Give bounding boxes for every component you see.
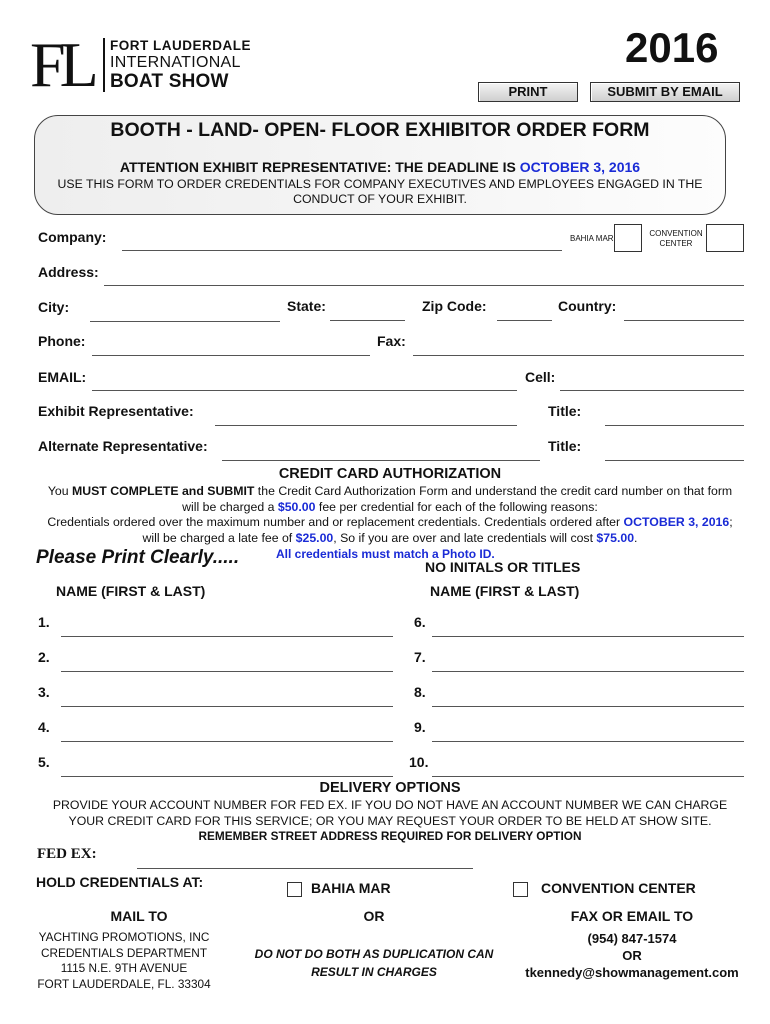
- credit-card-text: [20, 484, 760, 546]
- state-field[interactable]: [330, 320, 405, 321]
- credit-late-fee: $25.00: [295, 530, 334, 545]
- credit-l1-b: MUST COMPLETE and SUBMIT: [71, 484, 255, 498]
- name-number-5: 5.: [38, 754, 50, 770]
- email-label: EMAIL:: [38, 369, 87, 385]
- exhibit-representative-label: Exhibit Representative:: [38, 403, 194, 419]
- contact-phone: (954) 847-1574: [587, 931, 677, 946]
- credit-l3-a: Credentials ordered over the maximum number and or replacement credentials. Credentials ordered after: [47, 515, 624, 529]
- bahia-mar-checkbox[interactable]: [614, 224, 642, 252]
- form-year: 2016: [625, 24, 719, 71]
- delivery-line-1: PROVIDE YOUR ACCOUNT NUMBER FOR FED EX. IF YOU DO NOT HAVE AN ACCOUNT NUMBER WE CAN CHARGE: [52, 798, 728, 812]
- name-column-right-header: NAME (FIRST & LAST): [430, 583, 580, 599]
- print-button[interactable]: PRINT: [478, 82, 578, 102]
- deadline-prefix: ATTENTION EXHIBIT REPRESENTATIVE: THE DEADLINE IS: [119, 159, 516, 175]
- credit-l3-c: ;: [729, 515, 733, 529]
- fedex-account-field[interactable]: [137, 868, 473, 869]
- hold-bahia-mar-checkbox[interactable]: [287, 882, 302, 897]
- name-number-3: 3.: [38, 684, 50, 700]
- name-number-7: 7.: [414, 649, 426, 665]
- logo-line-1: FORT LAUDERDALE: [110, 38, 251, 53]
- hold-convention-center-label: CONVENTION CENTER: [541, 880, 696, 896]
- credit-line-1: [20, 484, 760, 500]
- fax-label: Fax:: [377, 333, 406, 349]
- zip-field[interactable]: [497, 320, 552, 321]
- hold-convention-center-checkbox[interactable]: [513, 882, 528, 897]
- name-number-4: 4.: [38, 719, 50, 735]
- credit-l2-a: will be charged a: [182, 499, 278, 514]
- name-field-9[interactable]: [432, 741, 744, 742]
- duplication-warning: [240, 945, 508, 981]
- phone-label: Phone:: [38, 333, 86, 349]
- name-number-9: 9.: [414, 719, 426, 735]
- deadline-notice: [34, 159, 726, 175]
- usage-line-1: USE THIS FORM TO ORDER CREDENTIALS FOR COMPANY EXECUTIVES AND EMPLOYEES ENGAGED IN THE: [57, 177, 703, 191]
- usage-line-2: CONDUCT OF YOUR EXHIBIT.: [293, 192, 467, 206]
- address-field[interactable]: [104, 285, 744, 286]
- credit-l4-c: .: [634, 530, 638, 545]
- warning-line-1: DO NOT DO BOTH AS DUPLICATION CAN: [254, 947, 494, 961]
- form-title: BOOTH - LAND- OPEN- FLOOR EXHIBITOR ORDER FORM: [110, 119, 650, 141]
- fedex-label: FED EX:: [37, 846, 97, 862]
- credit-l4-a: will be charged a late fee of: [142, 530, 296, 545]
- title-field-1[interactable]: [605, 425, 744, 426]
- convention-center-small-label: [648, 229, 704, 249]
- warning-line-2: RESULT IN CHARGES: [311, 965, 437, 979]
- address-line-1: YACHTING PROMOTIONS, INC: [38, 930, 210, 944]
- credit-card-heading: CREDIT CARD AUTHORIZATION: [278, 466, 502, 482]
- logo-line-3: BOAT SHOW: [110, 71, 229, 92]
- fax-field[interactable]: [413, 355, 744, 356]
- credit-line-3: [20, 515, 760, 531]
- name-number-8: 8.: [414, 684, 426, 700]
- credit-date: OCTOBER 3, 2016: [623, 515, 730, 529]
- delivery-heading: DELIVERY OPTIONS: [319, 780, 461, 796]
- credit-l1-a: You: [47, 484, 72, 498]
- title-label-1: Title:: [548, 403, 582, 419]
- address-label: Address:: [38, 264, 99, 280]
- delivery-line-3: REMEMBER STREET ADDRESS REQUIRED FOR DELIVERY OPTION: [198, 829, 582, 843]
- name-number-10: 10.: [409, 754, 429, 770]
- title-label-2: Title:: [548, 438, 582, 454]
- credit-fee: $50.00: [277, 499, 316, 514]
- alternate-representative-field[interactable]: [222, 460, 540, 461]
- submit-by-email-button[interactable]: SUBMIT BY EMAIL: [590, 82, 740, 102]
- title-field-2[interactable]: [605, 460, 744, 461]
- contact-or: OR: [622, 948, 642, 963]
- credit-l2-c: fee per credential for each of the following reasons:: [315, 499, 598, 514]
- convention-label-line-2: CENTER: [659, 239, 693, 248]
- convention-label-line-1: CONVENTION: [649, 229, 703, 238]
- credit-line-4: [20, 531, 760, 547]
- name-field-10[interactable]: [432, 776, 744, 777]
- cell-label: Cell:: [525, 369, 556, 385]
- alternate-representative-label: Alternate Representative:: [38, 438, 208, 454]
- or-heading: OR: [363, 908, 385, 924]
- company-label: Company:: [38, 229, 107, 245]
- name-field-3[interactable]: [61, 706, 393, 707]
- contact-email[interactable]: tkennedy@showmanagement.com: [525, 965, 739, 980]
- city-field[interactable]: [90, 321, 280, 322]
- address-line-4: FORT LAUDERDALE, FL. 33304: [37, 976, 211, 991]
- name-column-left-header: NAME (FIRST & LAST): [56, 583, 206, 599]
- state-label: State:: [287, 298, 326, 314]
- cell-field[interactable]: [560, 390, 744, 391]
- name-field-4[interactable]: [61, 741, 393, 742]
- phone-field[interactable]: [92, 355, 370, 356]
- city-label: City:: [38, 299, 70, 315]
- logo-mark: FL: [30, 29, 93, 100]
- name-field-7[interactable]: [432, 671, 744, 672]
- no-initials-note: NO INITALS OR TITLES: [425, 559, 581, 575]
- fax-or-email-heading: FAX OR EMAIL TO: [570, 908, 694, 924]
- credit-line-2: [20, 500, 760, 516]
- address-line-2: CREDENTIALS DEPARTMENT: [40, 945, 208, 960]
- mailing-address: [0, 930, 248, 992]
- convention-center-checkbox[interactable]: [706, 224, 744, 252]
- country-label: Country:: [558, 298, 617, 314]
- credit-total: $75.00: [596, 530, 635, 545]
- bahia-mar-small-label: BAHIA MAR: [570, 234, 614, 243]
- name-field-6[interactable]: [432, 636, 744, 637]
- name-number-2: 2.: [38, 649, 50, 665]
- please-print-clearly: Please Print Clearly.....: [36, 547, 240, 568]
- credit-l4-b: , So if you are over and late credentials will cost: [333, 530, 597, 545]
- name-number-1: 1.: [38, 614, 50, 630]
- photo-id-note: All credentials must match a Photo ID.: [276, 547, 495, 561]
- hold-credentials-label: HOLD CREDENTIALS AT:: [36, 874, 204, 890]
- deadline-date: OCTOBER 3, 2016: [519, 159, 641, 175]
- name-field-1[interactable]: [61, 636, 393, 637]
- logo-line-2: INTERNATIONAL: [110, 54, 241, 71]
- email-field[interactable]: [92, 390, 517, 391]
- name-field-8[interactable]: [432, 706, 744, 707]
- name-field-5[interactable]: [61, 776, 393, 777]
- country-field[interactable]: [624, 320, 744, 321]
- delivery-line-2: YOUR CREDIT CARD FOR THIS SERVICE; OR YOU MAY REQUEST YOUR ORDER TO BE HELD AT SHOW SITE.: [68, 814, 712, 828]
- name-number-6: 6.: [414, 614, 426, 630]
- logo-divider: [103, 38, 105, 92]
- company-field[interactable]: [122, 250, 562, 251]
- hold-bahia-mar-label: BAHIA MAR: [311, 880, 391, 896]
- exhibit-representative-field[interactable]: [215, 425, 517, 426]
- name-field-2[interactable]: [61, 671, 393, 672]
- zip-label: Zip Code:: [422, 298, 487, 314]
- address-line-3: 1115 N.E. 9TH AVENUE: [60, 961, 188, 975]
- mail-to-heading: MAIL TO: [110, 908, 168, 924]
- credit-l1-c: the Credit Card Authorization Form and understand the credit card number on that form: [254, 484, 733, 498]
